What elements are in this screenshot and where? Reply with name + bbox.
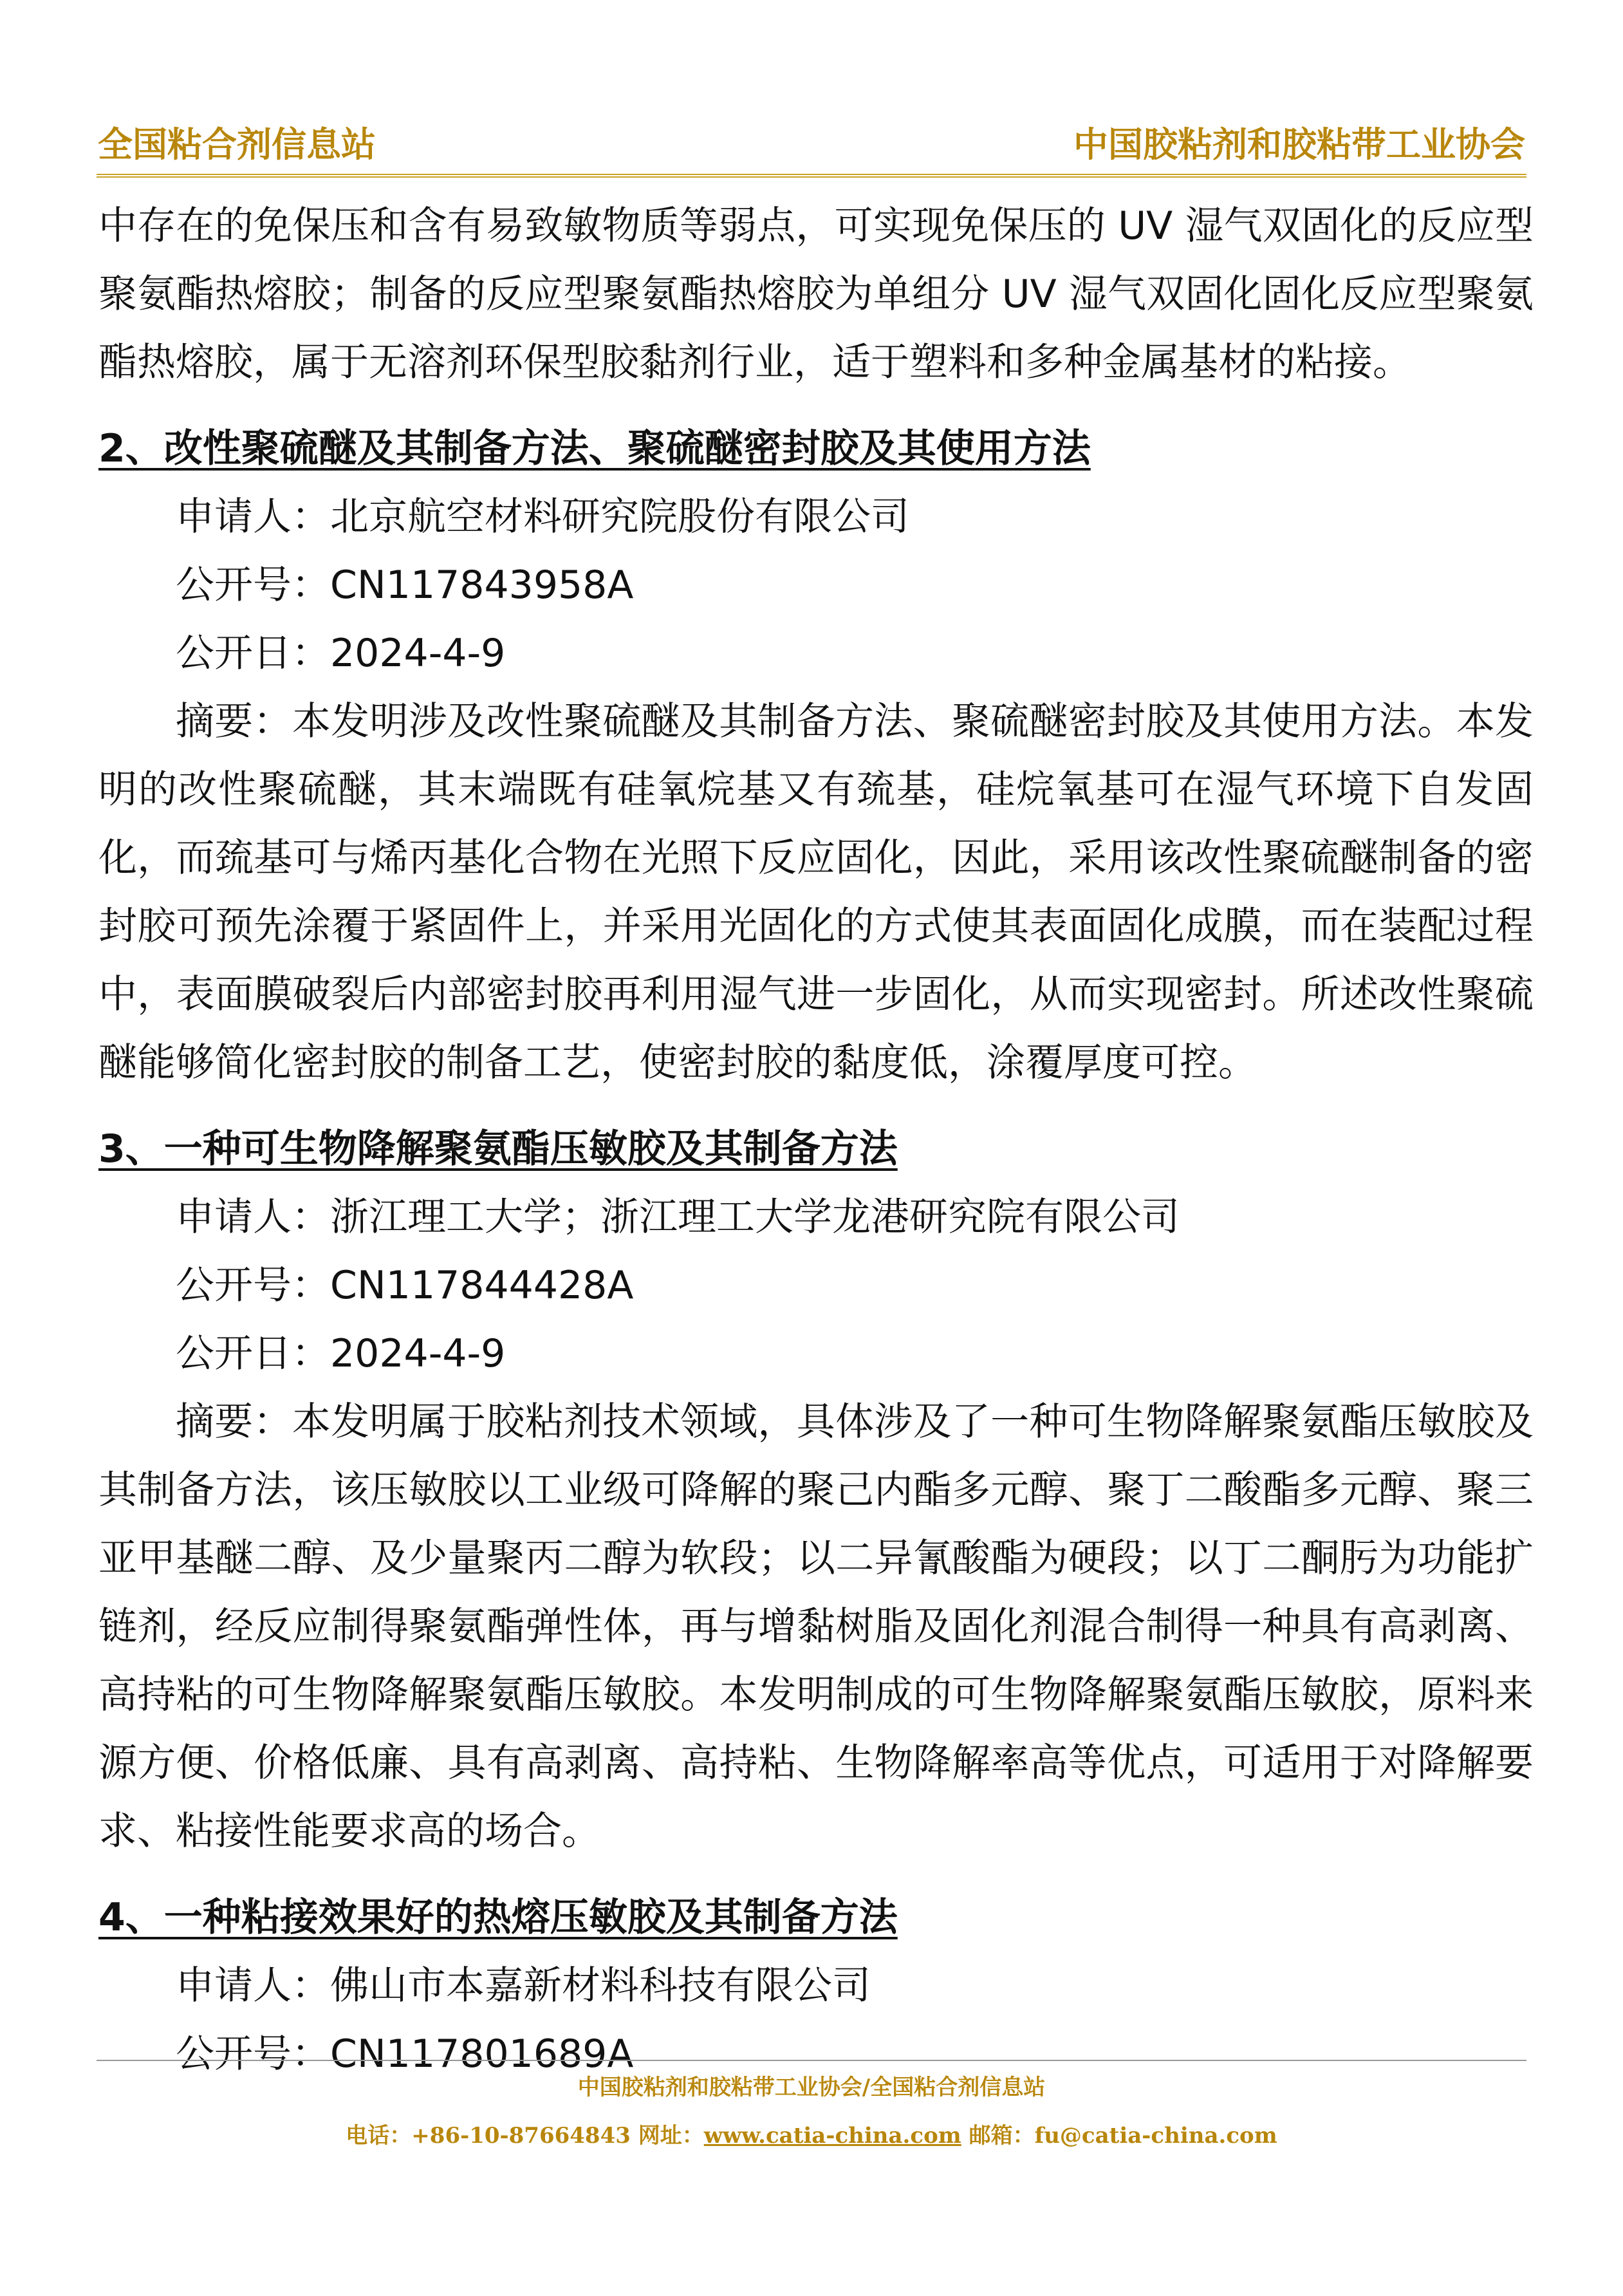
patent-title: 3、一种可生物降解聚氨酯压敏胶及其制备方法 (98, 1126, 898, 1171)
header-left-title: 全国粘合剂信息站 (98, 124, 376, 165)
footer-contact (0, 2118, 1623, 2149)
patent-title: 2、改性聚硫醚及其制备方法、聚硫醚密封胶及其使用方法 (98, 426, 1091, 471)
footer-email: 邮箱：fu@catia-china.com (961, 2123, 1277, 2149)
patent-pub-date: 公开日：2024-4-9 (176, 1331, 506, 1376)
patent-abstract: 摘要：本发明属于胶粘剂技术领域，具体涉及了一种可生物降解聚氨酯压敏胶及其制备方法，该压敏胶以工业级可降解的聚己内酯多元醇、聚丁二酸酯多元醇、聚三亚甲基醚二醇、及少量聚丙二醇为软段；以二异氰酸酯为硬段；以丁二酮肟为功能扩链剂，经反应制得聚氨酯弹性体，再与增黏树脂及固化剂混合制得一种具有高剥离、高持粘的可生物降解聚氨酯压敏胶。本发明制成的可生物降解聚氨酯压敏胶，原料来源方便、价格低廉、具有高剥离、高持粘、生物降解率高等优点，可适用于对降解要求、粘接性能要求高的场合。 (98, 1399, 1534, 1854)
patent-applicant: 申请人：浙江理工大学；浙江理工大学龙港研究院有限公司 (176, 1195, 1180, 1240)
intro-paragraph: 中存在的免保压和含有易致敏物质等弱点，可实现免保压的 UV 湿气双固化的反应型聚氨酯热熔胶；制备的反应型聚氨酯热熔胶为单组分 UV 湿气双固化固化反应型聚氨酯热熔胶，属于无溶剂环保型胶黏剂行业，适于塑料和多种金属基材的粘接。 (98, 203, 1534, 385)
patent-pub-no: 公开号：CN117801689A (176, 2031, 634, 2077)
document-body (98, 192, 1534, 2088)
patent-pub-no: 公开号：CN117843958A (176, 563, 634, 608)
footer-website-link[interactable]: www.catia-china.com (703, 2123, 961, 2149)
patent-applicant: 申请人：北京航空材料研究院股份有限公司 (176, 494, 909, 539)
page-header (97, 103, 1526, 178)
footer-phone: 电话：+86-10-87664843 网址： (346, 2123, 704, 2149)
patent-abstract: 摘要：本发明涉及改性聚硫醚及其制备方法、聚硫醚密封胶及其使用方法。本发明的改性聚硫醚，其末端既有硅氧烷基又有巯基，硅烷氧基可在湿气环境下自发固化，而巯基可与烯丙基化合物在光照下反应固化，因此，采用该改性聚硫醚制备的密封胶可预先涂覆于紧固件上，并采用光固化的方式使其表面固化成膜，而在装配过程中，表面膜破裂后内部密封胶再利用湿气进一步固化，从而实现密封。所述改性聚硫醚能够简化密封胶的制备工艺，使密封胶的黏度低，涂覆厚度可控。 (98, 699, 1534, 1085)
patent-pub-no: 公开号：CN117844428A (176, 1263, 634, 1308)
header-right-title: 中国胶粘剂和胶粘带工业协会 (1073, 124, 1525, 165)
patent-applicant: 申请人：佛山市本嘉新材料科技有限公司 (176, 1963, 871, 2008)
patent-title: 4、一种粘接效果好的热熔压敏胶及其制备方法 (98, 1895, 898, 1940)
footer-divider (97, 2060, 1526, 2061)
footer-org: 中国胶粘剂和胶粘带工业协会/全国粘合剂信息站 (577, 2075, 1046, 2100)
patent-pub-date: 公开日：2024-4-9 (176, 631, 506, 676)
